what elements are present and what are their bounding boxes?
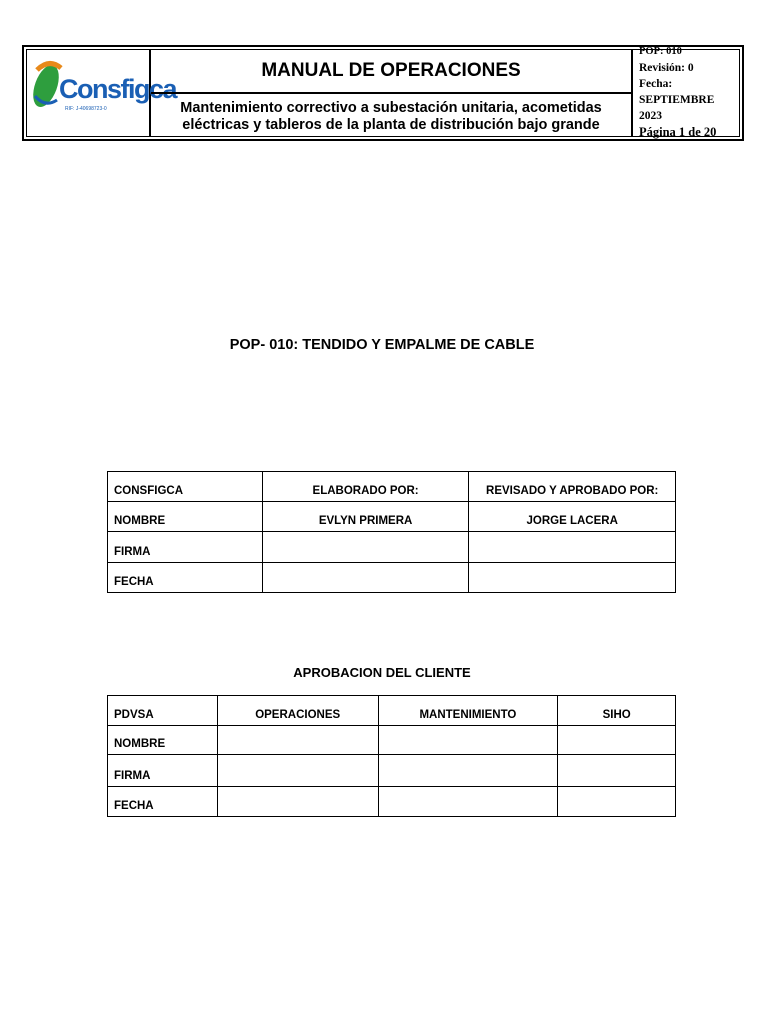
table-cell: [469, 532, 676, 563]
table-cell: OPERACIONES: [217, 696, 378, 726]
table-cell: [378, 726, 558, 755]
document-title: POP- 010: TENDIDO Y EMPALME DE CABLE: [229, 337, 535, 353]
table-cell: CONSFIGCA: [108, 472, 263, 502]
title-cell: [151, 50, 633, 136]
table-cell: NOMBRE: [108, 502, 263, 532]
table-row: [108, 755, 676, 787]
client-approval-title: APROBACION DEL CLIENTE: [293, 665, 471, 680]
table-cell: [262, 563, 469, 593]
table-cell: MANTENIMIENTO: [378, 696, 558, 726]
table-cell: [262, 532, 469, 563]
manual-title: MANUAL DE OPERACIONES: [151, 50, 631, 94]
meta-revision: Revisión: 0: [639, 62, 694, 74]
company-logo: [31, 56, 177, 138]
table-row: [108, 563, 676, 593]
table-row: [108, 696, 676, 726]
table-cell: FECHA: [108, 787, 218, 817]
table-cell: PDVSA: [108, 696, 218, 726]
table-cell: SIHO: [558, 696, 676, 726]
document-header: [22, 45, 744, 141]
table-cell: JORGE LACERA: [469, 502, 676, 532]
approval-table: [107, 471, 676, 593]
client-approval-table: [107, 695, 676, 817]
table-cell: [558, 755, 676, 787]
table-cell: [558, 726, 676, 755]
manual-subtitle: [151, 94, 631, 140]
logo-subtext: RIF: J-40698723-0: [65, 106, 107, 112]
logo-wordmark: Consfigca: [59, 74, 177, 104]
table-row: [108, 502, 676, 532]
table-cell: [469, 563, 676, 593]
table-cell: [558, 787, 676, 817]
subtitle-line-2: eléctricas y tableros de la planta de distribución bajo grande: [182, 117, 600, 133]
table-row: [108, 787, 676, 817]
table-cell: [217, 787, 378, 817]
document-meta: [633, 46, 739, 139]
table-row: [108, 726, 676, 755]
meta-fecha-label: Fecha:: [639, 78, 673, 90]
table-cell: [378, 787, 558, 817]
table-cell: [217, 726, 378, 755]
meta-fecha-year: 2023: [639, 110, 662, 122]
table-cell: REVISADO Y APROBADO POR:: [469, 472, 676, 502]
table-cell: FIRMA: [108, 532, 263, 563]
table-row: [108, 532, 676, 563]
logo-cell: [27, 50, 177, 136]
table-cell: [217, 755, 378, 787]
subtitle-line-1: Mantenimiento correctivo a subestación unitaria, acometidas: [180, 100, 602, 116]
table-cell: NOMBRE: [108, 726, 218, 755]
meta-pop: POP: 010: [639, 46, 682, 57]
table-cell: FIRMA: [108, 755, 218, 787]
table-cell: ELABORADO POR:: [262, 472, 469, 502]
meta-fecha-month: SEPTIEMBRE: [639, 94, 715, 106]
table-cell: [378, 755, 558, 787]
meta-page: Página 1 de 20: [639, 125, 717, 139]
table-row: [108, 472, 676, 502]
table-cell: FECHA: [108, 563, 263, 593]
table-cell: EVLYN PRIMERA: [262, 502, 469, 532]
